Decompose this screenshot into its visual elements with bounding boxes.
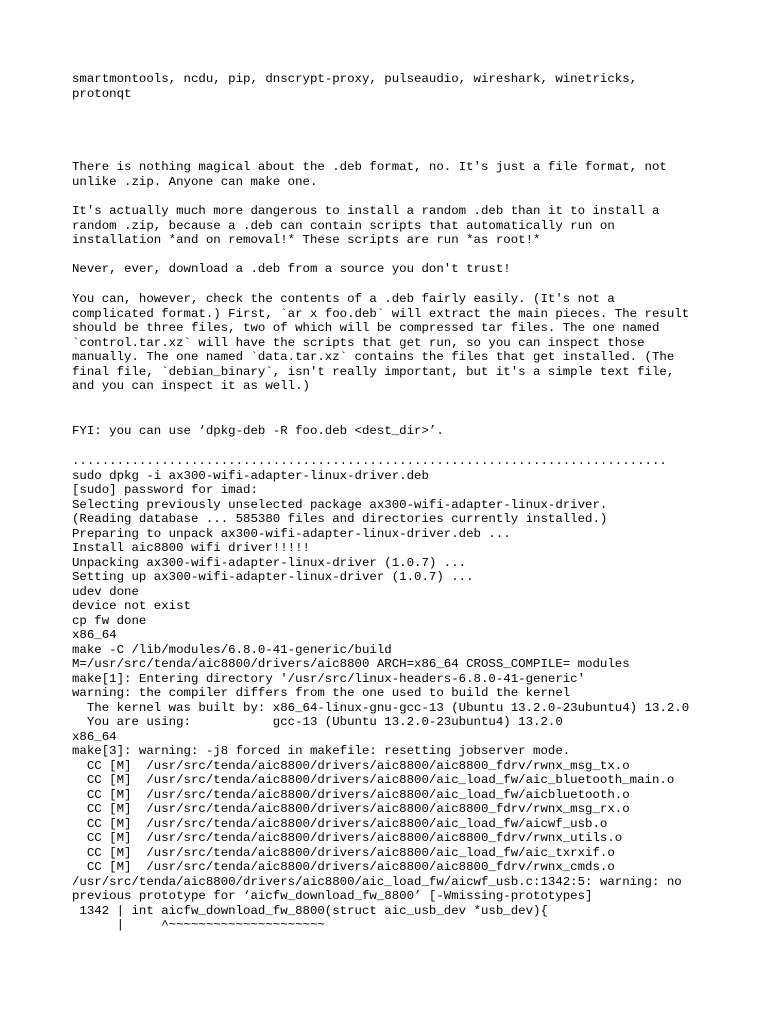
- paragraph-deb-format: There is nothing magical about the .deb format, no. It's just a file format, not unlike .zip. Anyone can make one.: [72, 160, 667, 189]
- packages-list: smartmontools, ncdu, pip, dnscrypt-proxy, pulseaudio, wireshark, winetricks, protonqt: [72, 72, 638, 101]
- paragraph-never-download: Never, ever, download a .deb from a source you don't trust!: [72, 262, 511, 276]
- paragraph-fyi: FYI: you can use ‘dpkg-deb -R foo.deb <dest_dir>’.: [72, 424, 444, 438]
- terminal-log: ................................................................................ sudo dpkg -i ax300-wifi-adapter-linux-driver.deb [sudo] password for imad: Selecting previously unselected package ax300-wifi-adapter-linux-driver. (Reading database ... 585380 files and directories currently installed.) Preparing to unpack ax300-wifi-adapter-linux-driver.deb ... Install aic8800 wifi driver!!!!! Unpacking ax300-wifi-adapter-linux-driver (1.0.7) ... Setting up ax300-wifi-adapter-linux-driver (1.0.7) ... udev done device not exist cp fw done x86_64 make -C /lib/modules/6.8.0-41-generic/build M=/usr/src/tenda/aic8800/drivers/aic8800 ARCH=x86_64 CROSS_COMPILE= modules make[1]: Entering directory '/usr/src/linux-headers-6.8.0-41-generic' warning: the compiler differs from the one used to build the kernel The kernel was built by: x86_64-linux-gnu-gcc-13 (Ubuntu 13.2.0-23ubuntu4) 13.2.0 You are using: gcc-13 (Ubuntu 13.2.0-23ubuntu4) 13.2.0 x86_64 make[3]: warning: -j8 forced in makefile: resetting jobserver mode. CC [M] /usr/src/tenda/aic8800/drivers/aic8800/aic8800_fdrv/rwnx_msg_tx.o CC [M] /usr/src/tenda/aic8800/drivers/aic8800/aic_load_fw/aic_bluetooth_main.o CC [M] /usr/src/tenda/aic8800/drivers/aic8800/aic_load_fw/aicbluetooth.o CC [M] /usr/src/tenda/aic8800/drivers/aic8800/aic8800_fdrv/rwnx_msg_rx.o CC [M] /usr/src/tenda/aic8800/drivers/aic8800/aic_load_fw/aicwf_usb.o CC [M] /usr/src/tenda/aic8800/drivers/aic8800/aic8800_fdrv/rwnx_utils.o CC [M] /usr/src/tenda/aic8800/drivers/aic8800/aic_load_fw/aic_txrxif.o CC [M] /usr/src/tenda/aic8800/drivers/aic8800/aic8800_fdrv/rwnx_cmds.o /usr/src/tenda/aic8800/drivers/aic8800/aic_load_fw/aicwf_usb.c:1342:5: warning: no previous prototype for ‘aicfw_download_fw_8800’ [-Wmissing-prototypes] 1342 | int aicfw_download_fw_8800(struct aic_usb_dev *usb_dev){ | ^~~~~~~~~~~~~~~~~~~~~~: [72, 454, 690, 932]
- paragraph-danger-warning: It's actually much more dangerous to install a random .deb than it to install a random .zip, because a .deb can contain scripts that automatically run on installation *and on removal!* These scripts are run *as root!*: [72, 204, 660, 247]
- paragraph-check-contents: You can, however, check the contents of a .deb fairly easily. (It's not a complicated format.) First, `ar x foo.deb` will extract the main pieces. The result should be three files, two of which will be compressed tar files. The one named `control.tar.xz` will have the scripts that get run, so you can inspect those manually. The one named `data.tar.xz` contains the files that get installed. (The final file, `debian_binary`, isn't really important, but it's a simple text file, and you can inspect it as well.): [72, 292, 690, 393]
